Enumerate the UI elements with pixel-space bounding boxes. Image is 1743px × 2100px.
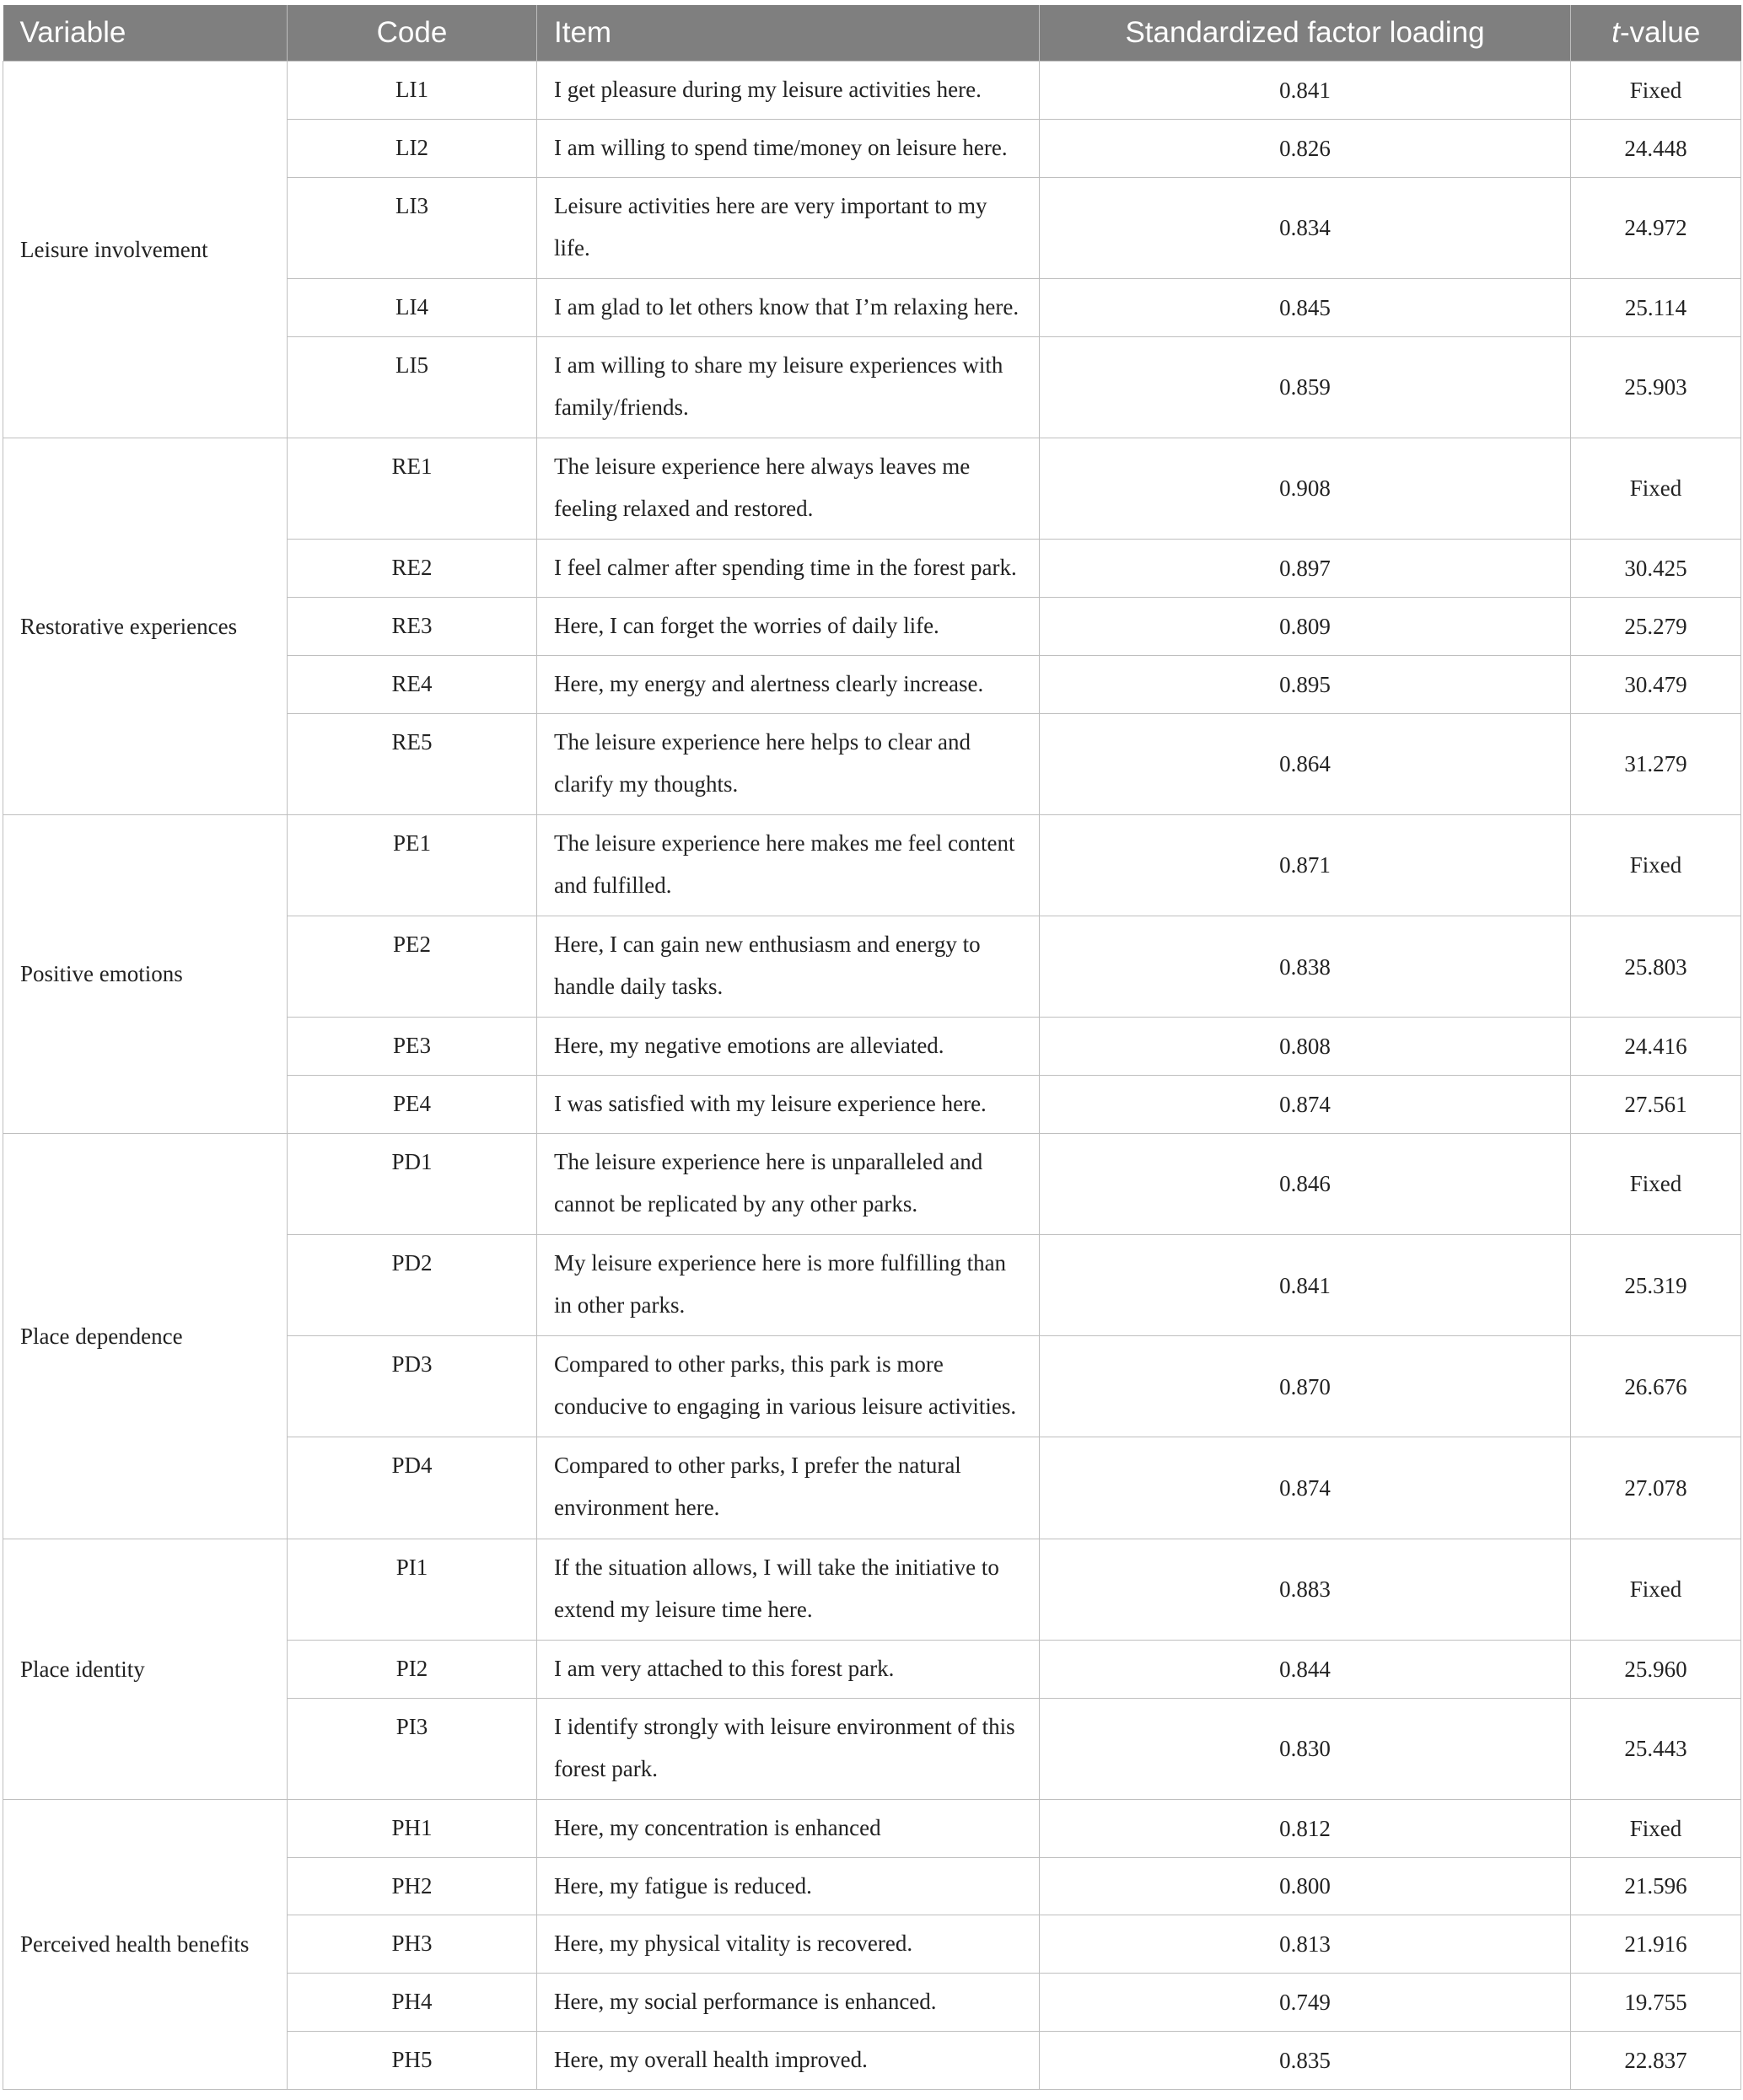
t-value-cell: Fixed	[1571, 438, 1741, 539]
loading-cell: 0.749	[1040, 1974, 1571, 2032]
item-cell: I feel calmer after spending time in the forest park.	[537, 540, 1040, 598]
variable-cell: Place identity	[3, 1539, 288, 1799]
t-value-cell: 25.803	[1571, 916, 1741, 1017]
item-cell: Here, my social performance is enhanced.	[537, 1974, 1040, 2032]
loading-cell: 0.841	[1040, 62, 1571, 120]
t-value-cell: Fixed	[1571, 1539, 1741, 1640]
table-header-row	[3, 5, 1741, 62]
code-cell: RE5	[288, 713, 537, 814]
header-code: Code	[288, 5, 537, 62]
item-cell: I am willing to spend time/money on leisure here.	[537, 119, 1040, 177]
variable-cell: Positive emotions	[3, 814, 288, 1133]
item-cell: Here, my physical vitality is recovered.	[537, 1915, 1040, 1974]
item-cell: The leisure experience here always leaves me feeling relaxed and restored.	[537, 438, 1040, 539]
loading-cell: 0.870	[1040, 1336, 1571, 1437]
code-cell: PE1	[288, 814, 537, 916]
code-cell: RE3	[288, 597, 537, 655]
header-variable: Variable	[3, 5, 288, 62]
loading-cell: 0.800	[1040, 1857, 1571, 1915]
code-cell: RE4	[288, 655, 537, 713]
loading-cell: 0.841	[1040, 1234, 1571, 1335]
t-value-cell: 21.916	[1571, 1915, 1741, 1974]
code-cell: PE3	[288, 1018, 537, 1076]
item-cell: The leisure experience here helps to clear and clarify my thoughts.	[537, 713, 1040, 814]
code-cell: PH3	[288, 1915, 537, 1974]
t-value-cell: 25.319	[1571, 1234, 1741, 1335]
t-value-cell: 24.416	[1571, 1018, 1741, 1076]
item-cell: Leisure activities here are very important to my life.	[537, 177, 1040, 278]
t-value-cell: 27.561	[1571, 1075, 1741, 1133]
t-value-cell: 25.903	[1571, 336, 1741, 438]
item-cell: I am very attached to this forest park.	[537, 1640, 1040, 1698]
code-cell: PE2	[288, 916, 537, 1017]
t-value-cell: 19.755	[1571, 1974, 1741, 2032]
code-cell: LI2	[288, 119, 537, 177]
t-value-cell: 31.279	[1571, 713, 1741, 814]
item-cell: If the situation allows, I will take the initiative to extend my leisure time here.	[537, 1539, 1040, 1640]
code-cell: PE4	[288, 1075, 537, 1133]
t-value-cell: 25.443	[1571, 1698, 1741, 1799]
loading-cell: 0.835	[1040, 2032, 1571, 2090]
table-row	[3, 1539, 1741, 1640]
code-cell: PH5	[288, 2032, 537, 2090]
header-loading: Standardized factor loading	[1040, 5, 1571, 62]
t-value-cell: 24.972	[1571, 177, 1741, 278]
header-t-prefix: t	[1611, 16, 1620, 49]
variable-cell: Restorative experiences	[3, 438, 288, 814]
t-value-cell: Fixed	[1571, 1799, 1741, 1857]
loading-cell: 0.859	[1040, 336, 1571, 438]
item-cell: Here, I can forget the worries of daily life.	[537, 597, 1040, 655]
loading-cell: 0.845	[1040, 278, 1571, 336]
loading-cell: 0.813	[1040, 1915, 1571, 1974]
loading-cell: 0.895	[1040, 655, 1571, 713]
code-cell: PD2	[288, 1234, 537, 1335]
t-value-cell: 22.837	[1571, 2032, 1741, 2090]
code-cell: PI2	[288, 1640, 537, 1698]
loading-cell: 0.808	[1040, 1018, 1571, 1076]
t-value-cell: 25.960	[1571, 1640, 1741, 1698]
t-value-cell: Fixed	[1571, 814, 1741, 916]
item-cell: Here, my concentration is enhanced	[537, 1799, 1040, 1857]
factor-loading-table	[3, 5, 1741, 2090]
code-cell: PI3	[288, 1698, 537, 1799]
loading-cell: 0.830	[1040, 1698, 1571, 1799]
code-cell: LI5	[288, 336, 537, 438]
code-cell: RE1	[288, 438, 537, 539]
item-cell: Here, my overall health improved.	[537, 2032, 1040, 2090]
code-cell: PD1	[288, 1133, 537, 1234]
item-cell: Here, my negative emotions are alleviated.	[537, 1018, 1040, 1076]
code-cell: LI1	[288, 62, 537, 120]
t-value-cell: Fixed	[1571, 1133, 1741, 1234]
table-row	[3, 1133, 1741, 1234]
loading-cell: 0.834	[1040, 177, 1571, 278]
loading-cell: 0.908	[1040, 438, 1571, 539]
loading-cell: 0.844	[1040, 1640, 1571, 1698]
code-cell: PH4	[288, 1974, 537, 2032]
t-value-cell: 30.425	[1571, 540, 1741, 598]
header-item: Item	[537, 5, 1040, 62]
code-cell: PH1	[288, 1799, 537, 1857]
item-cell: The leisure experience here makes me feel content and fulfilled.	[537, 814, 1040, 916]
loading-cell: 0.838	[1040, 916, 1571, 1017]
item-cell: I get pleasure during my leisure activities here.	[537, 62, 1040, 120]
loading-cell: 0.809	[1040, 597, 1571, 655]
item-cell: I was satisfied with my leisure experience here.	[537, 1075, 1040, 1133]
item-cell: My leisure experience here is more fulfilling than in other parks.	[537, 1234, 1040, 1335]
loading-cell: 0.826	[1040, 119, 1571, 177]
table-body	[3, 62, 1741, 2090]
item-cell: I am willing to share my leisure experiences with family/friends.	[537, 336, 1040, 438]
table-row	[3, 62, 1741, 120]
loading-cell: 0.897	[1040, 540, 1571, 598]
header-t-suffix: -value	[1619, 16, 1701, 49]
item-cell: Compared to other parks, this park is more conducive to engaging in various leisure activities.	[537, 1336, 1040, 1437]
table-row	[3, 1799, 1741, 1857]
table-row	[3, 438, 1741, 539]
item-cell: I am glad to let others know that I’m relaxing here.	[537, 278, 1040, 336]
t-value-cell: 26.676	[1571, 1336, 1741, 1437]
loading-cell: 0.812	[1040, 1799, 1571, 1857]
loading-cell: 0.864	[1040, 713, 1571, 814]
t-value-cell: 27.078	[1571, 1437, 1741, 1539]
item-cell: Here, my fatigue is reduced.	[537, 1857, 1040, 1915]
item-cell: Here, I can gain new enthusiasm and energy to handle daily tasks.	[537, 916, 1040, 1017]
t-value-cell: 21.596	[1571, 1857, 1741, 1915]
code-cell: PD3	[288, 1336, 537, 1437]
t-value-cell: 25.114	[1571, 278, 1741, 336]
item-cell: The leisure experience here is unparalleled and cannot be replicated by any other parks.	[537, 1133, 1040, 1234]
item-cell: Here, my energy and alertness clearly increase.	[537, 655, 1040, 713]
code-cell: LI4	[288, 278, 537, 336]
loading-cell: 0.874	[1040, 1437, 1571, 1539]
loading-cell: 0.874	[1040, 1075, 1571, 1133]
code-cell: PI1	[288, 1539, 537, 1640]
t-value-cell: 24.448	[1571, 119, 1741, 177]
code-cell: PD4	[288, 1437, 537, 1539]
variable-cell: Perceived health benefits	[3, 1799, 288, 2089]
code-cell: PH2	[288, 1857, 537, 1915]
header-t-value	[1571, 5, 1741, 62]
loading-cell: 0.846	[1040, 1133, 1571, 1234]
item-cell: I identify strongly with leisure environment of this forest park.	[537, 1698, 1040, 1799]
variable-cell: Place dependence	[3, 1133, 288, 1539]
code-cell: LI3	[288, 177, 537, 278]
code-cell: RE2	[288, 540, 537, 598]
table-row	[3, 814, 1741, 916]
t-value-cell: 25.279	[1571, 597, 1741, 655]
t-value-cell: Fixed	[1571, 62, 1741, 120]
variable-cell: Leisure involvement	[3, 62, 288, 438]
loading-cell: 0.883	[1040, 1539, 1571, 1640]
t-value-cell: 30.479	[1571, 655, 1741, 713]
item-cell: Compared to other parks, I prefer the natural environment here.	[537, 1437, 1040, 1539]
loading-cell: 0.871	[1040, 814, 1571, 916]
